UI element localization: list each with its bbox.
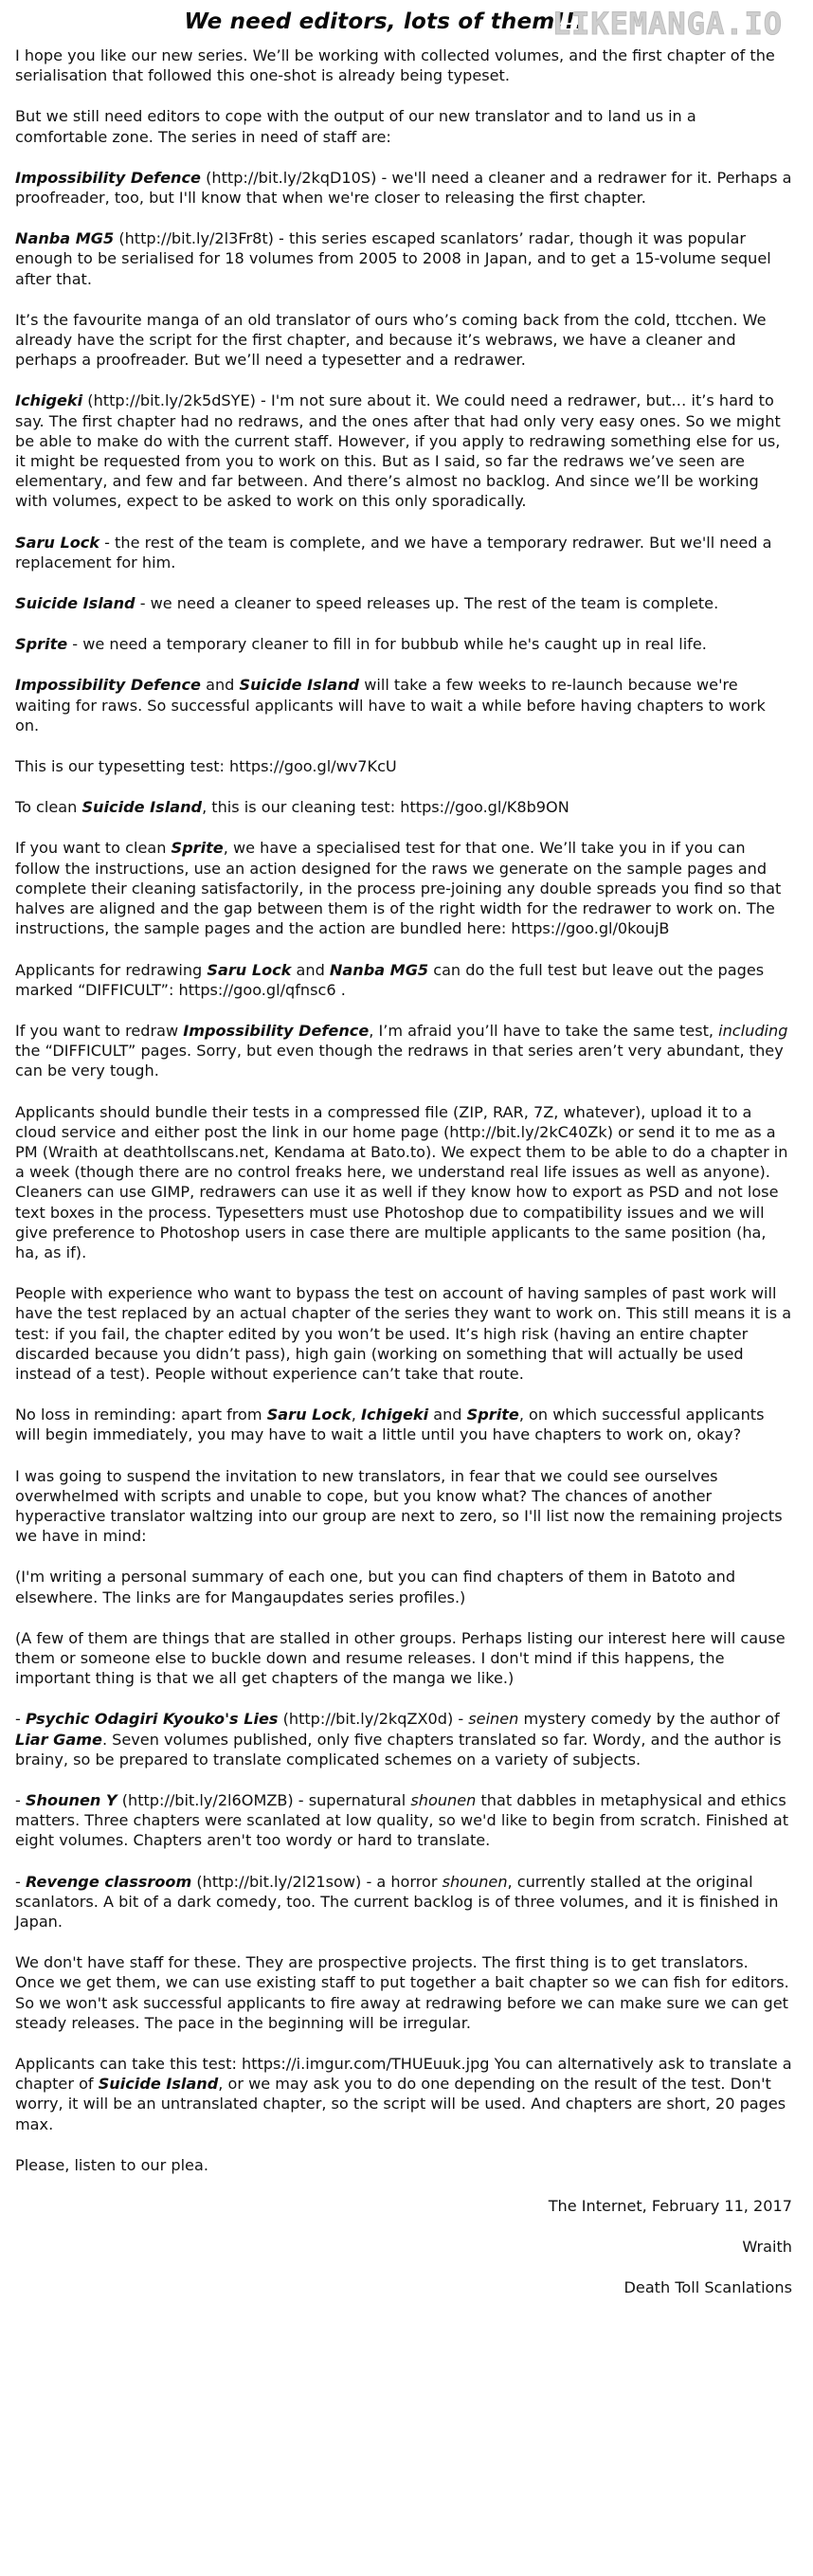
series-title: Suicide Island [81,798,203,817]
text-run: and [428,1406,467,1424]
text-run: that dabbles in metaphysical and ethics matters. Three chapters were scanlated at low quality, so we'd like to begin from scratch. Finished at eight volumes. Chapters aren't too wordy or hard to translate. [15,1791,789,1850]
series-title: Sprite [466,1406,519,1424]
signature-group: Death Toll Scanlations [623,2278,792,2297]
series-title: Shounen Y [25,1791,117,1809]
series-title: Impossibility Defence [183,1021,370,1040]
text-run: I hope you like our new series. We’ll be working with collected volumes, and the first chapter of the serialisation that followed this one-shot is already being typeset. [15,46,775,85]
text-run: , we have a specialised test for that one. We’ll take you in if you can follow the instructions, use an action designed for the raws we generate on the sample pages and complete their cleaning satisfactorily, in the process pre-joining any double spreads you find so that halves are aligned and the gap between them is of the right width for the redrawer to work on. The instructions, the sample pages and the action are bundled here: https://goo.gl/0koujB [15,839,782,938]
series-title: Impossibility Defence [15,168,201,187]
series-title: Sprite [171,839,224,858]
paragraph [15,838,792,938]
paragraph [15,1283,792,1384]
series-title-wrap [15,676,201,694]
paragraph [15,106,792,146]
paragraph [15,797,792,817]
paragraph [15,390,792,511]
series-title-wrap [15,1731,102,1749]
text-run: - [15,1872,26,1891]
text-run: . Seven volumes published, only five chapters translated so far. Wordy, and the author is brainy, so be prepared to translate complicated schemes on a variety of subjects. [15,1730,782,1769]
series-title-wrap [15,594,136,612]
paragraph [15,533,792,572]
series-title-wrap [15,635,67,653]
series-title: Revenge classroom [25,1872,192,1891]
emphasis: seinen [468,1710,519,1729]
series-title-wrap [15,534,99,552]
paragraph [15,1102,792,1263]
paragraph [15,593,792,613]
text-run: and [200,676,240,695]
paragraph [15,2054,792,2134]
series-title: Ichigeki [15,391,83,410]
series-title-wrap [26,1873,191,1891]
paragraph [15,1405,792,1444]
text-run: Applicants can take this test: https://i.imgur.com/THUEuuk.jpg You can alternatively ask to translate a chapter of [15,2055,792,2094]
emphasis: shounen [410,1791,477,1809]
text-run: , this is our cleaning test: https://goo.gl/K8b9ON [202,798,569,817]
paragraph [15,228,792,289]
text-run: can do the full test but leave out the pages marked “DIFFICULT”: https://goo.gl/qfnsc6 . [15,960,765,999]
text-run: the “DIFFICULT” pages. Sorry, but even though the redraws in that series aren’t very abundant, they can be very tough. [15,1042,784,1080]
paragraph [15,45,792,85]
paragraph [15,2155,792,2175]
text-run: If you want to clean [15,839,172,858]
text-run: Please, listen to our plea. [15,2155,208,2174]
series-title: Suicide Island [98,2075,219,2094]
paragraph [15,1872,792,1932]
text-run: - the rest of the team is complete, and we have a temporary redrawer. But we'll need a replacement for him. [15,533,772,571]
emphasis: including [718,1021,788,1040]
text-run: (A few of them are things that are stalled in other groups. Perhaps listing our interest here will cause them or someone else to buckle down and resume releases. I don't mind if this happens, the important thing is that we all get chapters of the manga we like.) [15,1628,786,1688]
text-run: If you want to redraw [15,1021,184,1040]
signature-place-date: The Internet, February 11, 2017 [548,2197,792,2216]
paragraph [15,310,792,371]
paragraph [15,168,792,208]
series-title-wrap [99,2075,219,2093]
emphasis: shounen [442,1872,508,1891]
series-title: Psychic Odagiri Kyouko's Lies [25,1710,279,1729]
text-run: To clean [15,798,82,817]
series-title: Saru Lock [266,1406,352,1424]
text-run: No loss in reminding: apart from [15,1406,267,1424]
text-run: , or we may ask you to do one depending on the result of the test. Don't worry, it will be an untranslated chapter, so the script will be used. And chapters are short, 20 pages max. [15,2075,786,2133]
series-title-wrap [26,1791,117,1809]
text-run: , on which successful applicants will begin immediately, you may have to wait a little until you have chapters to work on, okay? [15,1406,765,1444]
series-title: Ichigeki [360,1406,429,1424]
text-run: We don't have staff for these. They are prospective projects. The first thing is to get translators. Once we get them, we can use existing staff to put together a bait chapter so we can fish for editors. So we won't ask successful applicants to fire away at redrawing before we can make sure we can get steady releases. The pace in the beginning will be irregular. [15,1953,789,2032]
series-title: Sprite [15,635,68,654]
text-run: - we need a cleaner to speed releases up. The rest of the team is complete. [135,594,719,613]
series-title-wrap [15,229,114,247]
text-run: But we still need editors to cope with the output of our new translator and to land us in a comfortable zone. The series in need of staff are: [15,107,696,146]
text-run: - [15,1791,26,1809]
watermark: LIKEMANGA.IO [551,6,783,42]
text-run: I was going to suspend the invitation to new translators, in fear that we could see ourselves overwhelmed with scripts and unable to cope, but you know what? The chances of another hyperactive translator waltzing into our group are next to zero, so I'll list now the remaining projects we have in mind: [15,1466,783,1546]
text-run: (http://bit.ly/2l6OMZB) - supernatural [117,1791,411,1809]
paragraph [15,634,792,654]
series-title-wrap [240,676,360,694]
paragraph [15,756,792,776]
series-title: Liar Game [15,1730,102,1749]
series-title-wrap [183,1022,369,1040]
series-title-wrap [207,961,291,979]
series-title-wrap [15,391,82,409]
series-title-wrap [81,798,202,816]
series-title-wrap [267,1406,352,1424]
series-title: Impossibility Defence [15,676,201,695]
text-run: Applicants for redrawing [15,960,208,979]
text-run: People with experience who want to bypass the test on account of having samples of past work will have the test replaced by an actual chapter of the series they want to work on. This still means it is a test: if you fail, the chapter edited by you won’t be used. It’s high risk (having an entire chapter discarded because you didn’t pass), high gain (working on something that will actually be used instead of a test). People without experience can’t take that route. [15,1284,792,1383]
text-run: and [291,960,330,979]
series-title: Nanba MG5 [15,229,115,248]
paragraph [15,1567,792,1606]
paragraph [15,960,792,1000]
series-title: Saru Lock [207,960,292,979]
series-title-wrap [26,1710,279,1728]
text-run: , [351,1406,361,1424]
page-title: We need editors, lots of them!!! [184,9,586,34]
series-title-wrap [15,169,201,187]
paragraph [15,1709,792,1769]
text-run: It’s the favourite manga of an old translator of ours who’s coming back from the cold, ttcchen. We already have the script for the first chapter, and because it’s webraws, we have a cleaner and perhaps a proofreader. But we’ll need a typesetter and a redrawer. [15,310,767,370]
paragraph [15,675,792,735]
paragraph [15,1021,792,1081]
text-run: , currently stalled at the original scanlators. A bit of a dark comedy, too. The current backlog is of three volumes, and it is finished in Japan. [15,1872,779,1932]
text-run: will take a few weeks to re-launch because we're waiting for raws. So successful applicants will have to wait a while before having chapters to work on. [15,676,766,735]
text-run: This is our typesetting test: https://goo.gl/wv7KcU [15,757,397,776]
header [15,8,792,45]
text-run: (http://bit.ly/2l3Fr8t) - this series escaped scanlators’ radar, though it was popular enough to be serialised for 18 volumes from 2005 to 2008 in Japan, and to get a 15-volume sequel after that. [15,229,771,288]
series-title: Nanba MG5 [329,960,429,979]
series-title-wrap [330,961,428,979]
text-run: (http://bit.ly/2kqD10S) - we'll need a cleaner and a redrawer for it. Perhaps a proofreader, too, but I'll know that when we're closer to releasing the first chapter. [15,168,792,208]
series-title-wrap [467,1406,519,1424]
text-run: Applicants should bundle their tests in a compressed file (ZIP, RAR, 7Z, whatever), upload it to a cloud service and either post the link in our home page (http://bit.ly/2kC40Zk) or send it to me as a PM (Wraith at deathtollscans.net, Kendama at Bato.to). We expect them to be able to do a chapter in a week (though there are no control freaks here, we understand real life issues as well as anyone). Cleaners can use GIMP, redrawers can use it as well if they know how to export as PSD and not lose text boxes in the process. Typesetters must use Photoshop due to compatibility issues and we will give preference to Photoshop users in case there are multiple applicants to the same position (ha, ha, as if). [15,1102,788,1261]
series-title-wrap [361,1406,428,1424]
text-run: (http://bit.ly/2k5dSYE) - I'm not sure about it. We could need a redrawer, but… it’s hard to say. The first chapter had no redraws, and the ones after that had only very easy ones. So we might be able to make do with the current staff. However, if you apply to redrawing something else for us, it might be requested from you to work on this. But as I said, so far the redraws we’ve seen are elementary, and few and far between. And there’s almost no backlog. And since we’ll be working with volumes, expect to be asked to work on this only sporadically. [15,391,781,511]
paragraph [15,1952,792,2033]
paragraph [15,1628,792,1689]
text-run: - we need a temporary cleaner to fill in for bubbub while he's caught up in real life. [67,635,707,654]
text-run: (http://bit.ly/2l21sow) - a horror [191,1872,443,1891]
letter-body [15,45,792,2175]
paragraph [15,1790,792,1851]
signature-author: Wraith [742,2238,792,2257]
paragraph [15,1466,792,1547]
text-run: mystery comedy by the author of [518,1710,780,1729]
series-title: Saru Lock [15,533,100,552]
text-run: , I’m afraid you’ll have to take the same test, [369,1021,719,1040]
text-run: (I'm writing a personal summary of each one, but you can find chapters of them in Batoto and elsewhere. The links are for Mangaupdates series profiles.) [15,1568,736,1606]
text-run: (http://bit.ly/2kqZX0d) - [278,1710,469,1729]
series-title-wrap [172,839,224,857]
series-title: Suicide Island [15,594,136,613]
series-title: Suicide Island [239,676,360,695]
text-run: - [15,1710,26,1729]
